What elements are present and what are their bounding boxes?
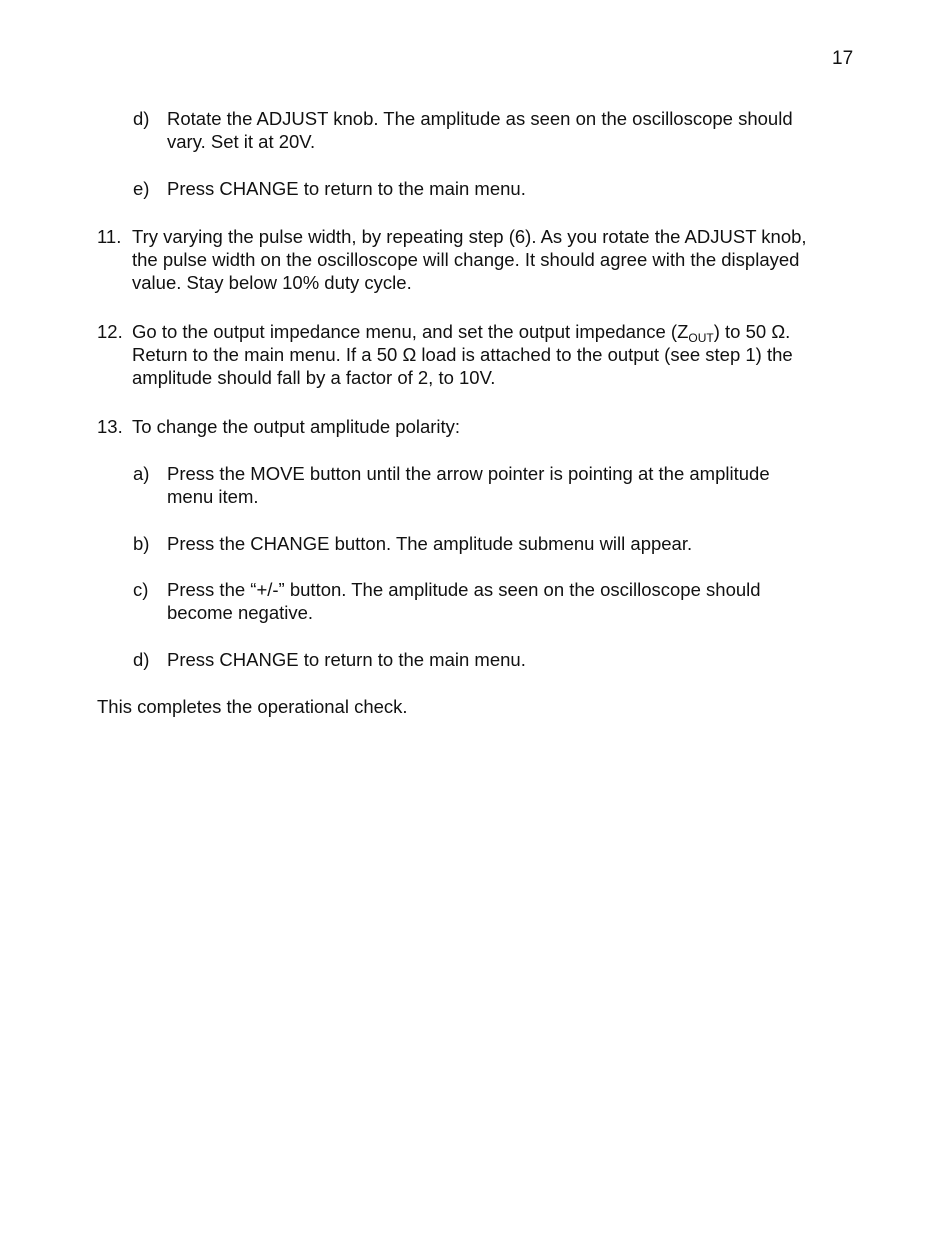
step-number: 13. (97, 416, 123, 437)
step-label: d) (133, 108, 150, 129)
step-label: c) (133, 579, 149, 600)
step-label: a) (133, 463, 150, 484)
step-text: Rotate the ADJUST knob. The amplitude as seen on the oscilloscope should vary. Set it at 20V. (167, 108, 793, 152)
step-text: Press the “+/-” button. The amplitude as seen on the oscilloscope should become negative. (167, 579, 761, 623)
step-label: b) (133, 533, 150, 554)
z-out-subscript: OUT (688, 331, 714, 345)
step-text: Go to the output impedance menu, and set the output impedance $(Z_{OUT})$ to 50 Ω. Return to the main menu. If a 50 Ω load is attached to the output (see step 1) the amplitude should fall by a factor of 2, to 10V. (132, 321, 793, 388)
step-label: d) (133, 649, 150, 670)
step-number: 12. (97, 321, 123, 342)
closing-statement: This completes the operational check. (97, 696, 408, 717)
step-text: Press CHANGE to return to the main menu. (167, 178, 526, 199)
step-text: To change the output amplitude polarity: (132, 416, 461, 437)
step-number: 11. (97, 226, 122, 247)
page-number: 17 (832, 48, 854, 69)
step-label: e) (133, 178, 150, 199)
step-text: Press CHANGE to return to the main menu. (167, 649, 526, 670)
step-text: Press the MOVE button until the arrow pointer is pointing at the amplitude menu item. (167, 463, 770, 507)
step-text: Press the CHANGE button. The amplitude submenu will appear. (167, 533, 693, 554)
step-text: Try varying the pulse width, by repeating step (6). As you rotate the ADJUST knob, the pulse width on the oscilloscope will change. It should agree with the displayed value. Stay below 10% duty cycle. (132, 226, 807, 293)
